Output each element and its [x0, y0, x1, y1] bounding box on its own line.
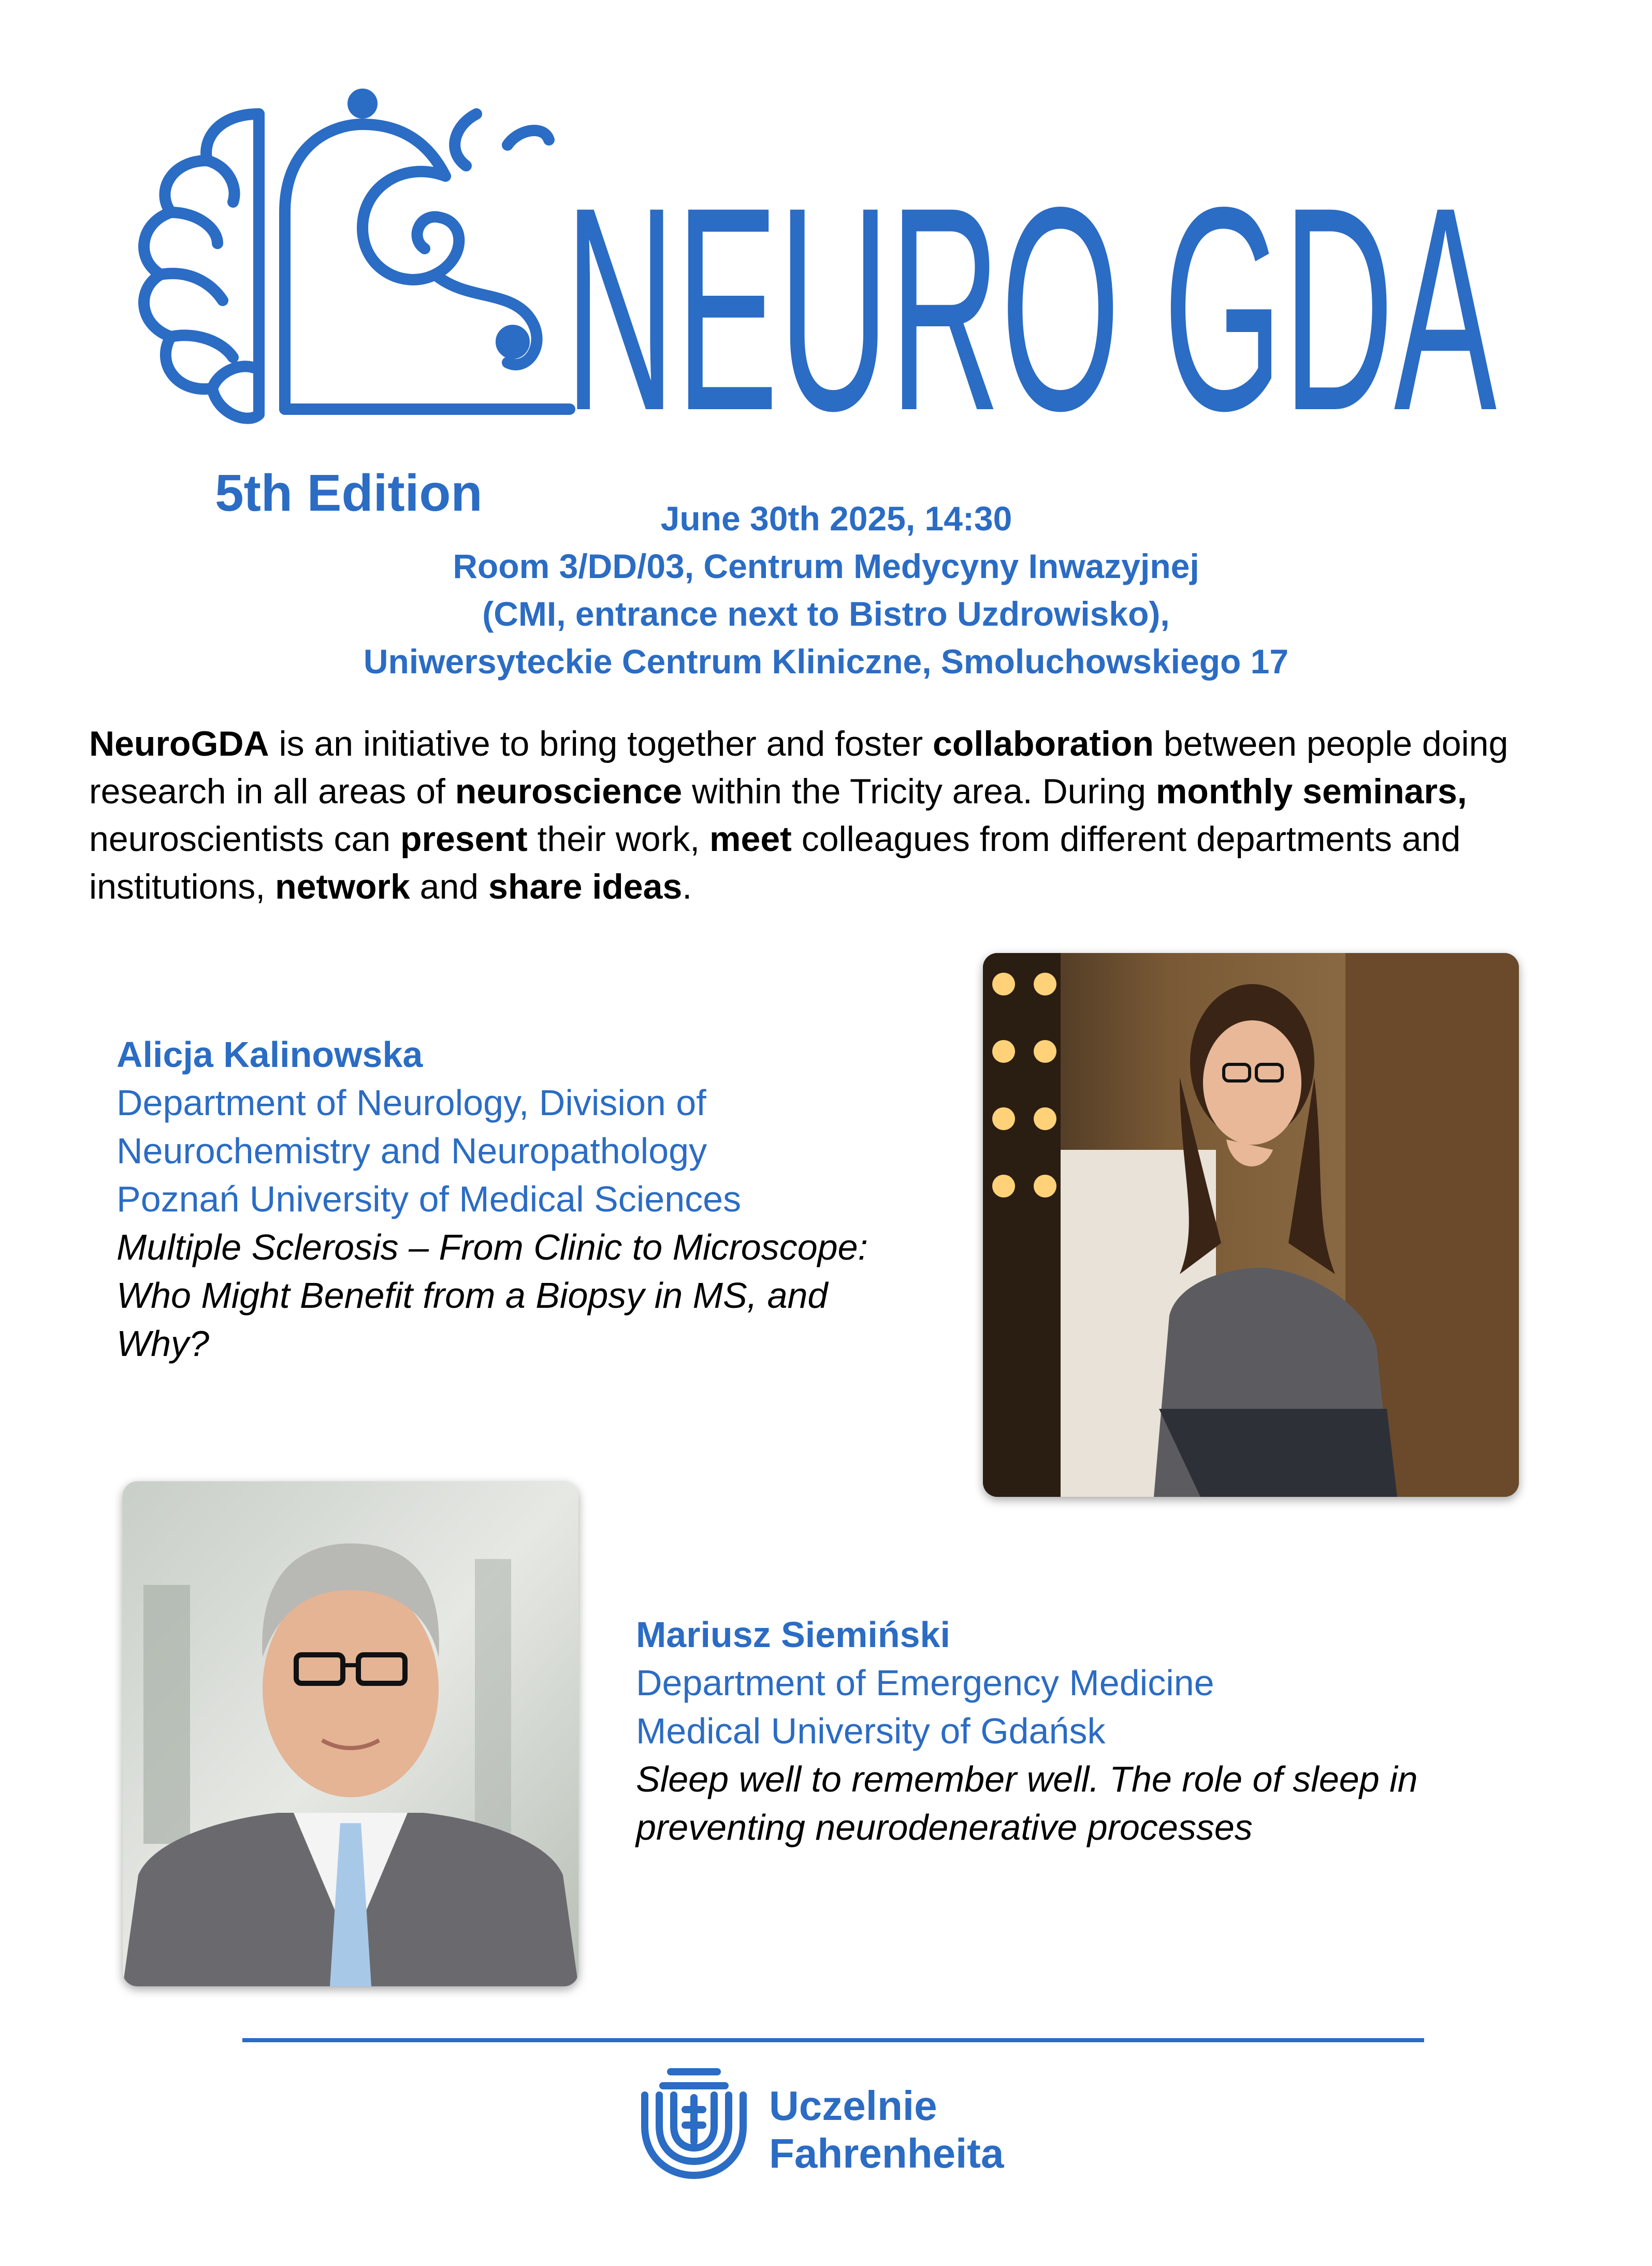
intro-paragraph: NeuroGDA is an initiative to bring together and foster collaboration between people doing research in all areas of neuroscience within the Tricity area. During monthly seminars, neuroscientists can present their work, meet colleagues from different departments and institutions, network and share ideas.	[89, 724, 1509, 906]
speaker-2-talk-1: Sleep well to remember well. The role of sleep in	[636, 1759, 1418, 1799]
event-location-line1: Room 3/DD/03, Centrum Medycyny Inwazyjnej	[453, 547, 1199, 585]
speaker-2-name: Mariusz Siemiński	[636, 1614, 950, 1655]
event-date-time: June 30th 2025, 14:30	[660, 499, 1012, 538]
speaker-1-affiliation-3: Poznań University of Medical Sciences	[117, 1179, 742, 1219]
speaker-1-photo	[983, 953, 1519, 1497]
speaker-2-photo	[123, 1481, 578, 1986]
speaker-2	[636, 1611, 1568, 1852]
speaker-1-talk-1: Multiple Sclerosis – From Clinic to Microscope:	[117, 1227, 868, 1267]
event-location-line3: Uniwersyteckie Centrum Kliniczne, Smoluchowskiego 17	[363, 642, 1289, 681]
logo-wordmark: NEURO GDA	[564, 147, 1498, 471]
speaker-1-affiliation-1: Department of Neurology, Division of	[117, 1083, 706, 1123]
brain-logo-icon	[144, 94, 570, 418]
speaker-1-talk-2: Who Might Benefit from a Biopsy in MS, and	[117, 1275, 828, 1316]
event-location-line2: (CMI, entrance next to Bistro Uzdrowisko),	[482, 595, 1170, 633]
speaker-1-name: Alicja Kalinowska	[117, 1034, 423, 1075]
edition-label: 5th Edition	[215, 464, 483, 522]
footer-org-line2: Fahrenheita	[769, 2130, 1004, 2176]
event-info	[0, 495, 1652, 685]
speaker-2-affiliation-1: Department of Emergency Medicine	[636, 1663, 1214, 1703]
fahrenheit-crest-icon	[634, 2064, 753, 2183]
neurogda-logo	[114, 83, 1512, 497]
footer-divider	[242, 2038, 1424, 2042]
speaker-1-talk-3: Why?	[117, 1323, 209, 1364]
speaker-1-affiliation-2: Neurochemistry and Neuropathology	[117, 1131, 707, 1171]
speaker-1	[117, 1031, 945, 1368]
footer-org-name	[769, 2082, 1004, 2177]
footer-org-line1: Uczelnie	[769, 2083, 937, 2129]
speaker-2-affiliation-2: Medical University of Gdańsk	[636, 1711, 1106, 1751]
speaker-2-talk-2: preventing neurodenerative processes	[636, 1807, 1253, 1848]
